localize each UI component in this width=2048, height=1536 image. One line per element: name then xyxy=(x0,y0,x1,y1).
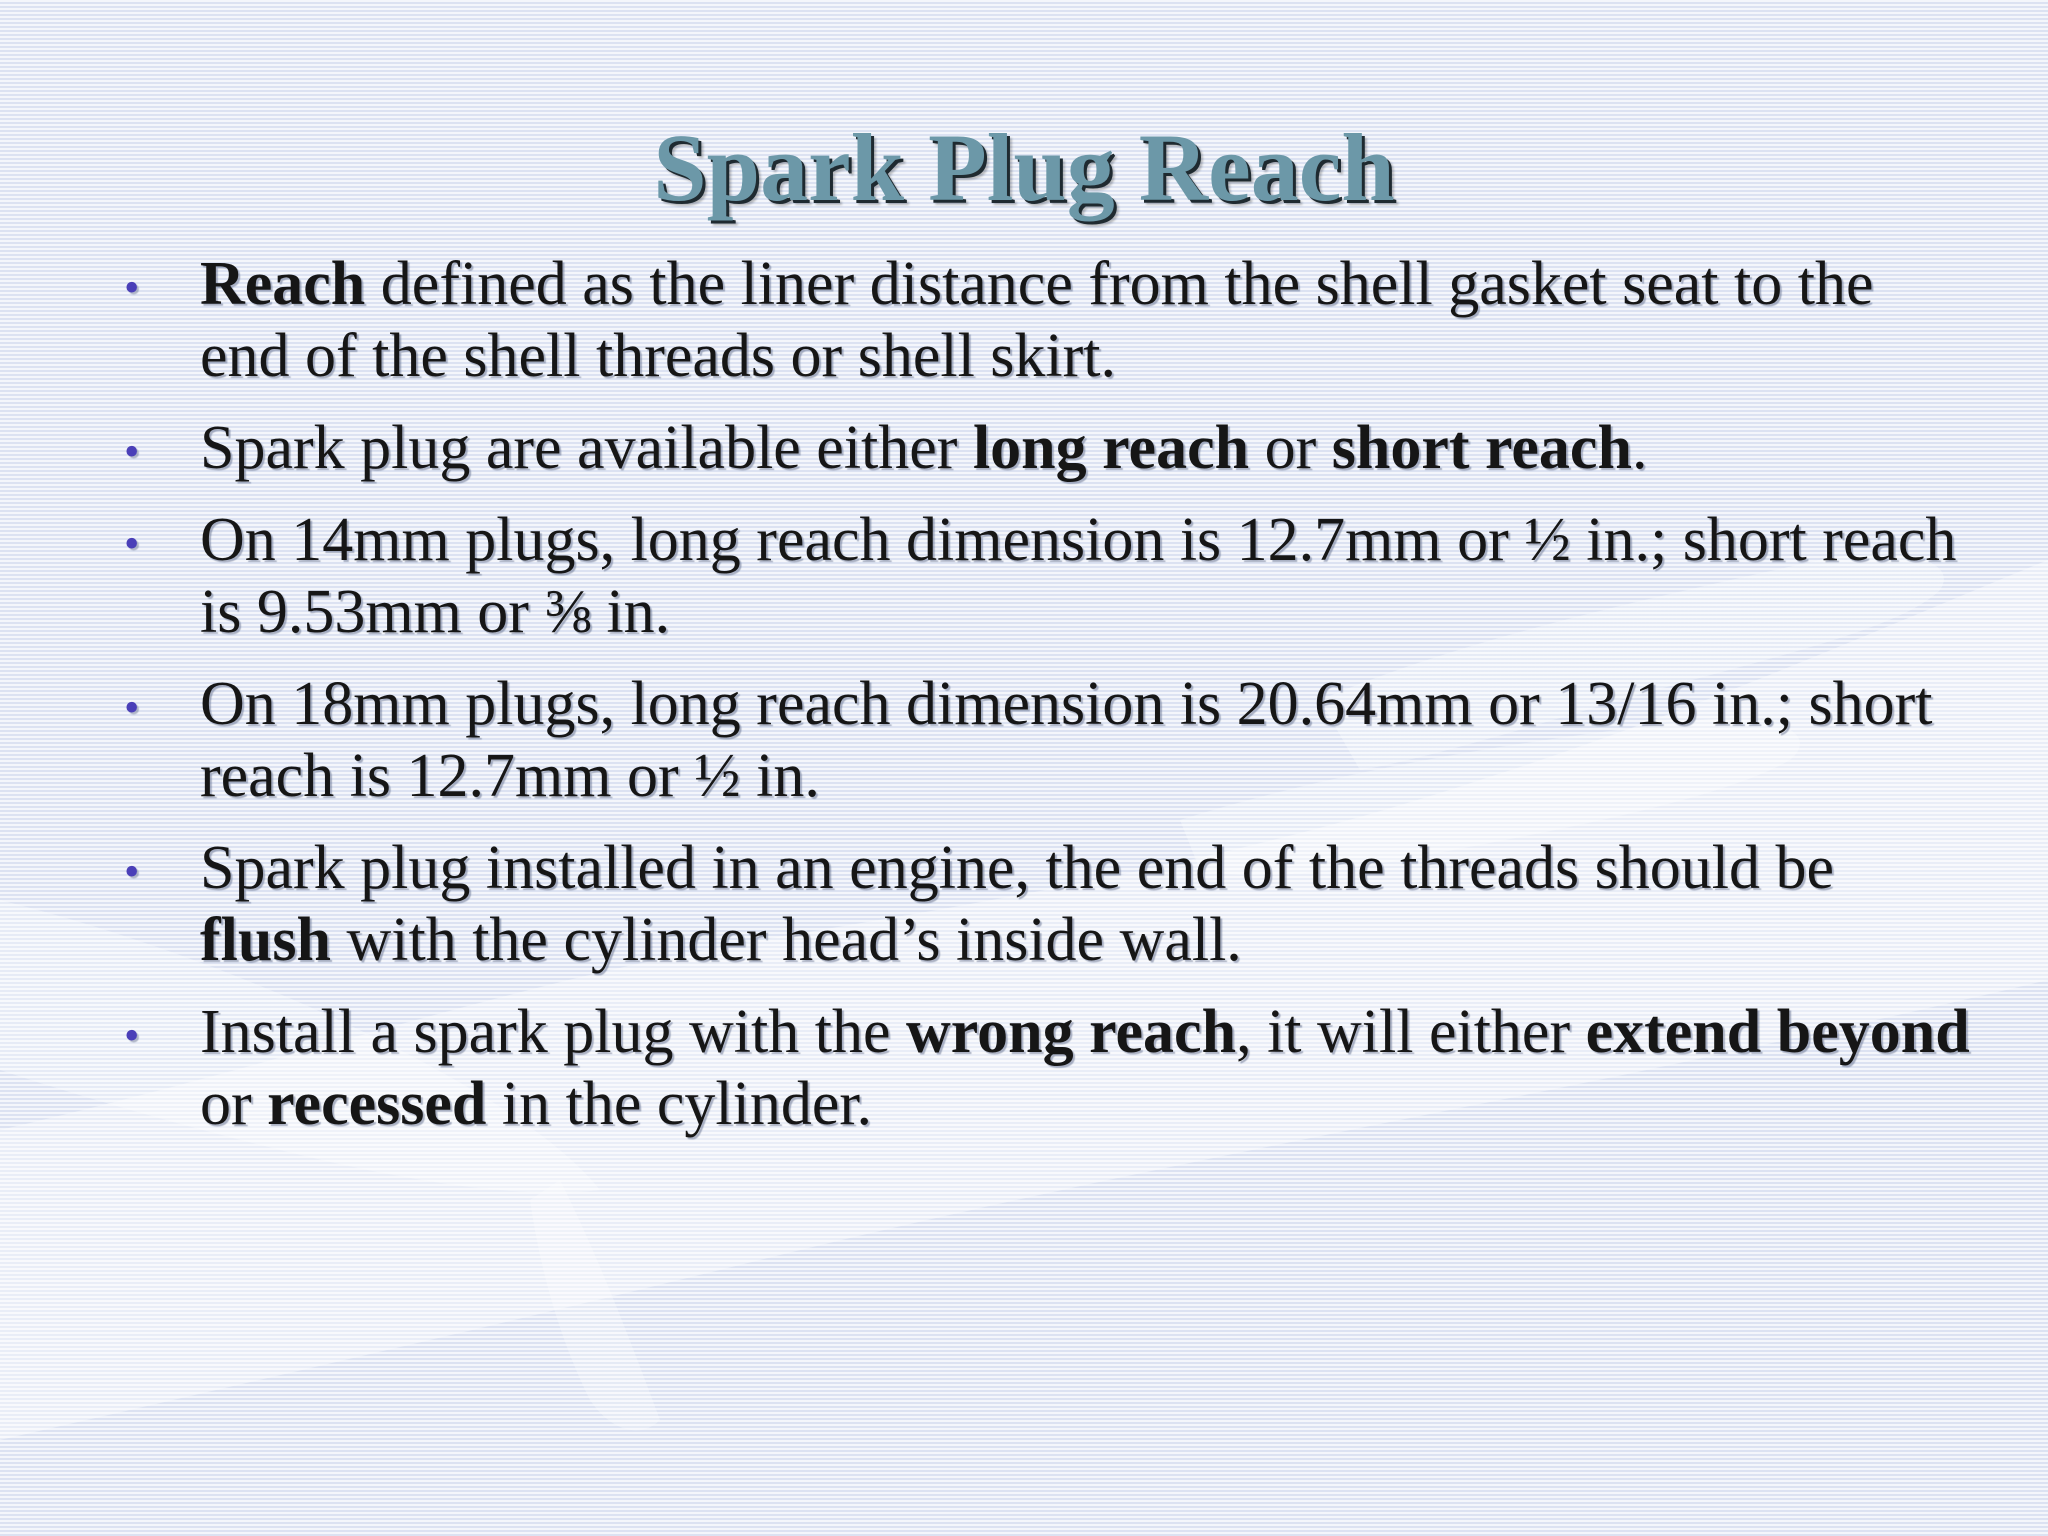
bullet-dot: • xyxy=(124,683,140,732)
bold-term-recessed: recessed xyxy=(267,1070,487,1138)
bullet-text: Spark plug are available either long reach or short reach. xyxy=(200,414,1648,482)
bold-term-long-reach: long reach xyxy=(972,414,1250,482)
bullet-dot: • xyxy=(124,263,140,312)
bullet-reach-definition xyxy=(0,248,2048,392)
bullet-availability xyxy=(0,412,2048,484)
bold-term-flush: flush xyxy=(200,906,331,974)
bullet-text: Reach defined as the liner distance from the shell gasket seat to the end of the shell threads or shell skirt. xyxy=(200,250,1874,390)
bold-term-short-reach: short reach xyxy=(1331,414,1632,482)
bullet-text: Install a spark plug with the wrong reach, it will either extend beyond or recessed in the cylinder. xyxy=(200,998,1970,1138)
bullet-dot: • xyxy=(124,519,140,568)
bullet-text: Spark plug installed in an engine, the end of the threads should be flush with the cylinder head’s inside wall. xyxy=(200,834,1835,974)
bullet-18mm-plugs xyxy=(0,668,2048,812)
bullet-installation-flush xyxy=(0,832,2048,976)
bold-term-reach: Reach xyxy=(200,250,366,318)
bullet-14mm-plugs xyxy=(0,504,2048,648)
bold-term-extend-beyond: extend beyond xyxy=(1585,998,1970,1066)
bullet-dot: • xyxy=(124,847,140,896)
slide-title: Spark Plug Reach xyxy=(653,114,1395,221)
bullet-dot: • xyxy=(124,1011,140,1060)
bullet-list xyxy=(0,248,2048,1160)
bold-term-wrong-reach: wrong reach xyxy=(905,998,1237,1066)
bullet-dot: • xyxy=(124,427,140,476)
bullet-text: On 18mm plugs, long reach dimension is 20.64mm or 13/16 in.; short reach is 12.7mm or ½ in. xyxy=(200,670,1933,810)
bullet-text: On 14mm plugs, long reach dimension is 12.7mm or ½ in.; short reach is 9.53mm or ⅜ in. xyxy=(200,506,1957,646)
bullet-wrong-reach xyxy=(0,996,2048,1140)
